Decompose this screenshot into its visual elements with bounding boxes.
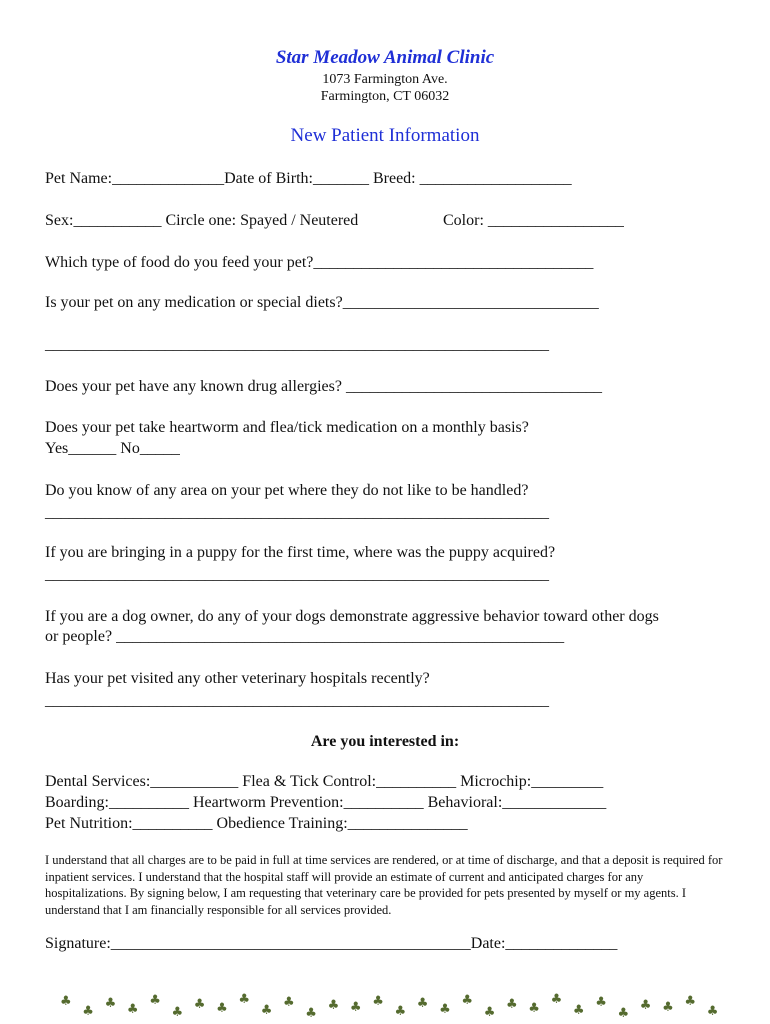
paw-print-icon: ♣ bbox=[439, 1002, 451, 1017]
drug-allergies-field[interactable]: Does your pet have any known drug allergies? ________________________________ bbox=[45, 378, 602, 395]
paw-print-icon: ♣ bbox=[327, 998, 340, 1013]
paw-print-icon: ♣ bbox=[149, 993, 161, 1008]
paw-print-icon: ♣ bbox=[216, 1001, 228, 1016]
services-row-2[interactable]: Boarding:__________ Heartworm Prevention:__________ Behavioral:_____________ bbox=[45, 794, 607, 811]
paw-print-icon: ♣ bbox=[461, 993, 474, 1008]
paw-print-icon: ♣ bbox=[572, 1003, 585, 1018]
paw-print-icon: ♣ bbox=[506, 997, 518, 1012]
puppy-origin-answer-line[interactable]: _______________________________________________________________ bbox=[45, 566, 549, 583]
sex-spay-neuter-field[interactable]: Sex:___________ Circle one: Spayed / Neutered bbox=[45, 212, 359, 229]
paw-print-icon: ♣ bbox=[372, 994, 384, 1009]
paw-print-icon: ♣ bbox=[126, 1002, 139, 1017]
paw-print-icon: ♣ bbox=[639, 998, 652, 1013]
paw-print-icon: ♣ bbox=[528, 1001, 540, 1016]
paw-print-icon: ♣ bbox=[483, 1005, 496, 1020]
paw-print-icon: ♣ bbox=[60, 994, 72, 1009]
paw-print-border bbox=[60, 990, 730, 1020]
paw-print-icon: ♣ bbox=[104, 996, 117, 1011]
paw-print-icon: ♣ bbox=[706, 1004, 719, 1019]
aggression-answer-field[interactable]: or people? ________________________________________________________ bbox=[45, 628, 565, 645]
paw-print-icon: ♣ bbox=[662, 1000, 674, 1015]
services-row-1[interactable]: Dental Services:___________ Flea & Tick Control:__________ Microchip:_________ bbox=[45, 773, 604, 790]
handling-answer-line[interactable]: _______________________________________________________________ bbox=[45, 504, 549, 521]
signature-date-field[interactable]: Signature:_____________________________________________Date:______________ bbox=[45, 935, 618, 952]
paw-print-icon: ♣ bbox=[550, 992, 563, 1007]
aggression-question: If you are a dog owner, do any of your dogs demonstrate aggressive behavior toward other dogs bbox=[45, 608, 659, 625]
paw-print-icon: ♣ bbox=[349, 1000, 362, 1015]
paw-print-icon: ♣ bbox=[238, 992, 251, 1007]
paw-print-icon: ♣ bbox=[193, 997, 206, 1012]
handling-question: Do you know of any area on your pet where they do not like to be handled? bbox=[45, 482, 529, 499]
pet-name-dob-breed-field[interactable]: Pet Name:______________Date of Birth:_______ Breed: ___________________ bbox=[45, 170, 572, 187]
form-title: New Patient Information bbox=[290, 125, 480, 146]
paw-print-icon: ♣ bbox=[82, 1004, 94, 1019]
paw-print-icon: ♣ bbox=[260, 1003, 273, 1018]
paw-print-icon: ♣ bbox=[595, 995, 607, 1010]
medication-field[interactable]: Is your pet on any medication or special diets?________________________________ bbox=[45, 294, 599, 311]
food-field[interactable]: Which type of food do you feed your pet?___________________________________ bbox=[45, 254, 594, 271]
paw-print-icon: ♣ bbox=[394, 1004, 407, 1019]
financial-responsibility-disclaimer: I understand that all charges are to be paid in full at time services are rendered, or at time of discharge, and that a deposit is required for inpatient services. I understand that the hospital staff will provide an estimate of current and anticipated charges for any hospitalizations. By signing below, I am requesting that veterinary care be provided for pets presented by myself or my agents. I understand that I am financially responsible for all services provided. bbox=[45, 853, 723, 917]
clinic-name: Star Meadow Animal Clinic bbox=[275, 47, 495, 68]
color-field[interactable]: Color: _________________ bbox=[443, 212, 624, 229]
clinic-address-line1: 1073 Farmington Ave. bbox=[322, 72, 448, 87]
other-vet-question: Has your pet visited any other veterinary hospitals recently? bbox=[45, 670, 430, 687]
other-vet-answer-line[interactable]: _______________________________________________________________ bbox=[45, 692, 549, 709]
paw-print-icon: ♣ bbox=[617, 1006, 630, 1021]
paw-print-icon: ♣ bbox=[684, 994, 697, 1009]
puppy-origin-question: If you are bringing in a puppy for the first time, where was the puppy acquired? bbox=[45, 544, 556, 561]
medication-continuation-line[interactable]: _______________________________________________________________ bbox=[45, 336, 549, 353]
paw-print-icon: ♣ bbox=[416, 996, 429, 1011]
paw-print-icon: ♣ bbox=[283, 995, 295, 1010]
clinic-address-line2: Farmington, CT 06032 bbox=[320, 89, 450, 104]
paw-print-icon: ♣ bbox=[305, 1006, 317, 1021]
services-row-3[interactable]: Pet Nutrition:__________ Obedience Training:_______________ bbox=[45, 815, 468, 832]
heartworm-yes-no-field[interactable]: Yes______ No_____ bbox=[45, 440, 180, 457]
heartworm-question: Does your pet take heartworm and flea/tick medication on a monthly basis? bbox=[45, 419, 529, 436]
services-interest-heading: Are you interested in: bbox=[310, 733, 460, 750]
paw-print-icon: ♣ bbox=[171, 1005, 184, 1020]
